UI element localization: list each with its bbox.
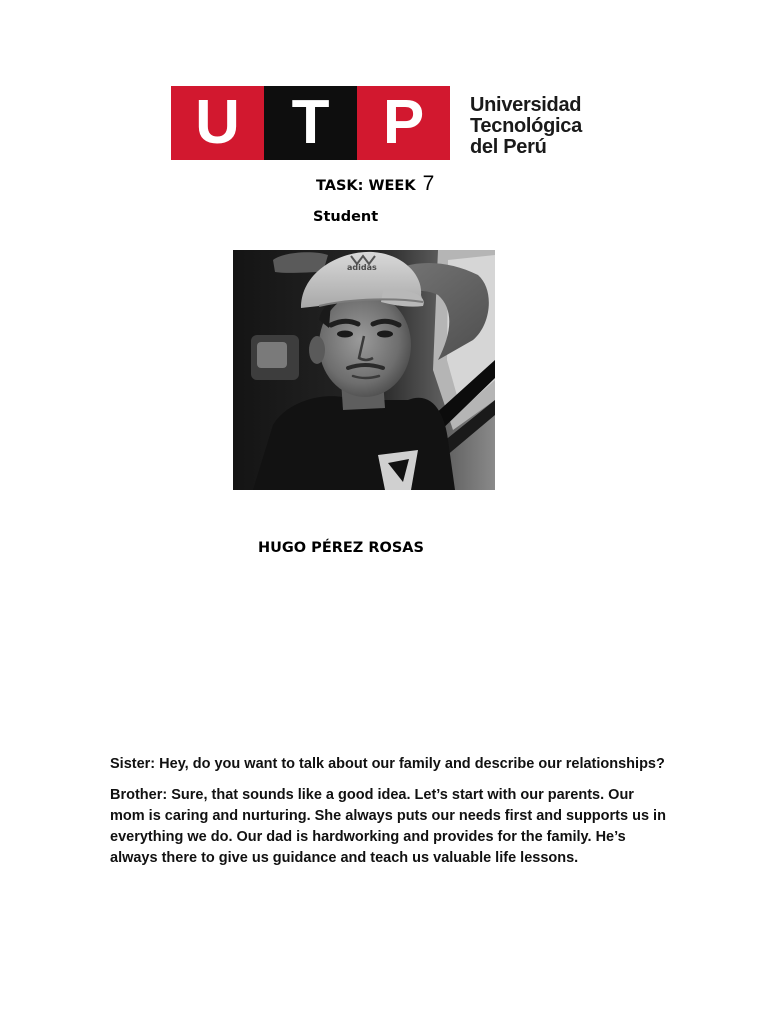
student-name: HUGO PÉREZ ROSAS <box>258 540 424 556</box>
student-portrait-photo <box>233 250 495 490</box>
logo-letter-t: T <box>264 86 357 160</box>
student-label: Student <box>313 209 379 225</box>
task-title <box>316 172 434 196</box>
university-name-line-2: Tecnológica <box>470 115 582 137</box>
dialogue-line-brother: Brother: Sure, that sounds like a good idea. Let’s start with our parents. Our mom is caring and nurturing. She always puts our needs first and supports us in everything we do. Our dad is hardworking and provides for the family. He’s always there to give us guidance and teach us valuable life lessons. <box>110 787 666 866</box>
cap-logo-text: adidas <box>347 263 377 272</box>
logo-letter-u: U <box>171 86 264 160</box>
task-label: TASK: WEEK <box>316 178 416 194</box>
university-name <box>470 95 582 158</box>
logo-letter-p: P <box>357 86 450 160</box>
dialogue-text <box>110 754 670 879</box>
university-name-line-3: del Perú <box>470 136 547 158</box>
university-name-line-1: Universidad <box>470 94 582 116</box>
dialogue-line-sister: Sister: Hey, do you want to talk about our family and describe our relationships? <box>110 756 665 772</box>
week-number: 7 <box>422 172 435 195</box>
utp-logo <box>171 86 601 160</box>
